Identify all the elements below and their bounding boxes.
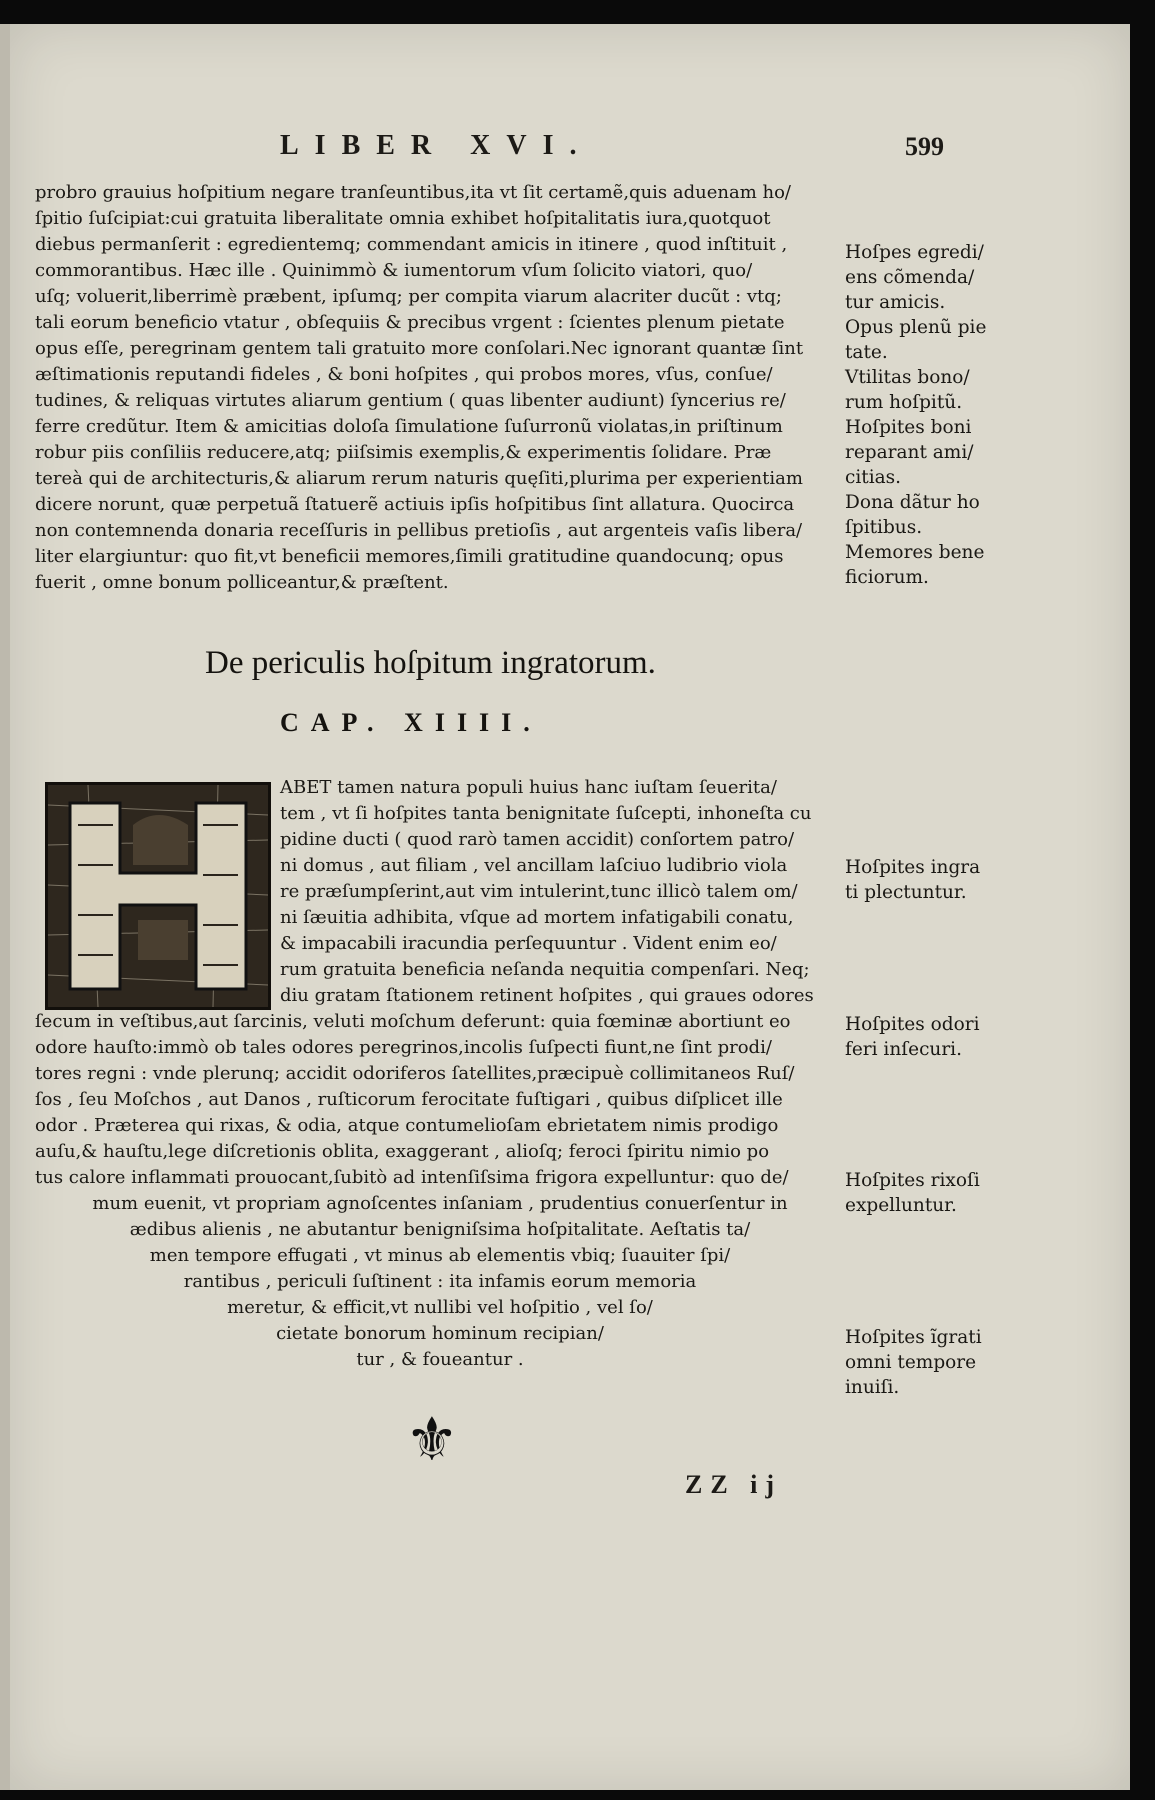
text-line: ni domus , aut filiam , vel ancillam laſciuo ludibrio viola	[280, 855, 788, 876]
paragraph-2	[35, 775, 845, 1373]
text-line: commorantibus. Hæc ille . Quinimmò & iumentorum vſum ſolicito viatori, quo/	[35, 260, 753, 281]
text-line: tur , & foueantur .	[356, 1349, 524, 1370]
margin-note-line: ficiorum.	[845, 567, 929, 588]
text-line: ſecum in veſtibus,aut ſarcinis, veluti moſchum deferunt: quia fœminæ abortiunt eo	[35, 1011, 791, 1032]
margin-note-line: Dona dãtur ho	[845, 492, 980, 513]
margin-note-rixosi	[845, 1168, 1015, 1218]
text-line: tali eorum beneficio vtatur , obſequiis & precibus vrgent : ſcientes plenum pietate	[35, 312, 785, 333]
text-line: & impacabili iracundia perſequuntur . Vident enim eo/	[280, 933, 777, 954]
margin-note-line: tate.	[845, 342, 888, 363]
margin-note-line: Hoſpes egredi/	[845, 242, 984, 263]
text-line: tores regni : vnde plerunq; accidit odoriferos ſatellites,præcipuè collimitaneos Ruſ/	[35, 1063, 795, 1084]
margin-note-line: expelluntur.	[845, 1195, 957, 1216]
text-line: dicere norunt, quæ perpetuã ſtatuerẽ actiuis ipſis hoſpitibus ſint allatura. Quocirca	[35, 494, 795, 515]
text-line: odore hauſto:immò ob tales odores peregrinos,incolis ſuſpecti fiunt,ne ſint prodi/	[35, 1037, 772, 1058]
margin-notes-1	[845, 240, 1015, 590]
text-line: odor . Præterea qui rixas, & odia, atque contumelioſam ebrietatem nimis prodigo	[35, 1115, 779, 1136]
fleur-de-lis-icon: ⚜	[405, 1405, 459, 1475]
text-line: men tempore effugati , vt minus ab elementis vbiq; ſuauiter ſpi/	[149, 1245, 731, 1266]
margin-note-line: citias.	[845, 467, 902, 488]
margin-note-line: Hoſpites odori	[845, 1014, 980, 1035]
text-line: meretur, & efficit,vt nullibi vel hoſpitio , vel ſo/	[227, 1297, 653, 1318]
text-line: tem , vt ſi hoſpites tanta benignitate ſuſcepti, inhoneſta cu	[280, 803, 812, 824]
text-line: cietate bonorum hominum recipian/	[276, 1323, 604, 1344]
chapter-number: CAP. XIIII.	[280, 708, 542, 737]
text-line: æſtimationis reputandi fideles , & boni hoſpites , qui probos mores, vſus, conſue/	[35, 364, 773, 385]
folio-number: 599	[905, 132, 944, 161]
chapter-title: De periculis hoſpitum ingratorum.	[205, 645, 656, 681]
margin-note-line: ſpitibus.	[845, 517, 923, 538]
text-line: non contemnenda donaria receſſuris in pellibus pretioſis , aut argenteis vaſis libera/	[35, 520, 803, 541]
text-line: tus calore inflammati prouocant,ſubitò ad intenſiſsima frigora expelluntur: quo de/	[35, 1167, 789, 1188]
margin-note-line: rum hoſpitũ.	[845, 392, 963, 413]
text-line: probro grauius hoſpitium negare tranſeuntibus,ita vt ſit certamẽ,quis aduenam ho/	[35, 182, 791, 203]
margin-note-line: reparant ami/	[845, 442, 974, 463]
margin-note-line: Vtilitas bono/	[845, 367, 970, 388]
margin-note-line: ens cõmenda/	[845, 267, 975, 288]
text-line: auſu,& hauſtu,lege diſcretionis oblita, exaggerant , alioſq; feroci ſpiritu nimio po	[35, 1141, 770, 1162]
text-line: ſos , ſeu Moſchos , aut Danos , ruſticorum ferocitate fuſtigari , quibus diſplicet ille	[35, 1089, 783, 1110]
margin-note-line: Hoſpites boni	[845, 417, 972, 438]
text-line: re præſumpſerint,aut vim intulerint,tunc illicò talem om/	[280, 881, 798, 902]
text-line: opus eſſe, peregrinam gentem tali gratuito more conſolari.Nec ignorant quantæ ſint	[35, 338, 804, 359]
margin-note-line: ti plectuntur.	[845, 882, 967, 903]
text-line: liter elargiuntur: quo fit,vt beneficii memores,ſimili gratitudine quandocunq; opus	[35, 546, 784, 567]
page-header	[0, 126, 1155, 166]
margin-note-ingrati	[845, 855, 1015, 905]
text-line: robur piis conſiliis reducere,atq; piiſsimis exemplis,& experimentis ſolidare. Præ	[35, 442, 772, 463]
text-line: diebus permanſerit : egredientemq; commendant amicis in itinere , quod inſtituit ,	[35, 234, 788, 255]
text-line: diu gratam ſtationem retinent hoſpites , qui graues odores	[280, 985, 814, 1006]
margin-note-line: Hoſpites ĩgrati	[845, 1327, 982, 1348]
text-line: rum gratuita beneficia neſanda nequitia compenſari. Neq;	[280, 959, 810, 980]
text-line: ABET tamen natura populi huius hanc iuſtam ſeuerita/	[280, 777, 777, 798]
margin-note-line: Opus plenũ pie	[845, 317, 987, 338]
margin-note-line: feri inſecuri.	[845, 1039, 962, 1060]
text-line: ni ſæuitia adhibita, vſque ad mortem infatigabili conatu,	[280, 907, 794, 928]
text-line: tudines, & reliquas virtutes aliarum gentium ( quas libenter audiunt) ſyncerius re/	[35, 390, 786, 411]
text-line: ædibus alienis , ne abutantur benigniſsima hoſpitalitate. Aeſtatis ta/	[129, 1219, 751, 1240]
margin-note-odoriferi	[845, 1012, 1015, 1062]
margin-note-line: Memores bene	[845, 542, 985, 563]
margin-note-line: omni tempore	[845, 1352, 977, 1373]
text-line: tereà qui de architecturis,& aliarum rerum naturis quęſiti,plurima per experientiam	[35, 468, 803, 489]
text-line: mum euenit, vt propriam agnoſcentes inſaniam , prudentius conuerſentur in	[92, 1193, 788, 1214]
paragraph-1	[35, 180, 845, 596]
running-title: LIBER XVI.	[280, 130, 593, 161]
margin-note-line: Hoſpites rixoſi	[845, 1170, 980, 1191]
margin-note-line: tur amicis.	[845, 292, 946, 313]
text-line: fuerit , omne bonum polliceantur,& præſtent.	[35, 572, 449, 593]
margin-note-igrati	[845, 1325, 1015, 1400]
signature-mark: ZZ ij	[685, 1470, 783, 1499]
text-line: ferre credũtur. Item & amicitias doloſa ſimulatione ſuſurronũ violatas,in priſtinum	[35, 416, 783, 437]
text-line: uſq; voluerit,liberrimè præbent, ipſumq; per compita viarum alacriter ducũt : vtq;	[35, 286, 782, 307]
margin-note-line: inuiſi.	[845, 1377, 900, 1398]
margin-note-line: Hoſpites ingra	[845, 857, 981, 878]
text-line: ſpitio ſuſcipiat:cui gratuita liberalitate omnia exhibet hoſpitalitatis iura,quotquot	[35, 208, 771, 229]
text-line: rantibus , periculi ſuſtinent : ita infamis eorum memoria	[183, 1271, 697, 1292]
text-line: pidine ducti ( quod rarò tamen accidit) conſortem patro/	[280, 829, 795, 850]
